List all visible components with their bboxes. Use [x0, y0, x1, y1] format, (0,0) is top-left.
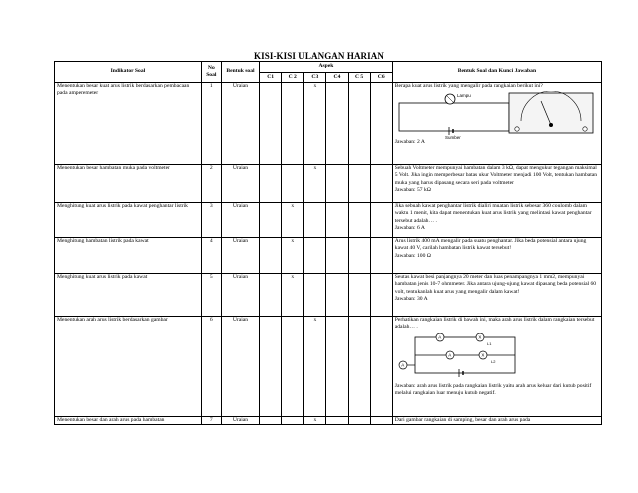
c2-cell	[282, 317, 304, 417]
table-row	[55, 83, 602, 165]
no-cell: 4	[201, 238, 221, 274]
table-row	[55, 203, 602, 238]
header-c6: C6	[370, 73, 392, 83]
c3-cell: x	[304, 317, 326, 417]
c1-cell	[260, 165, 282, 203]
soal-cell	[392, 165, 601, 203]
c3-cell: x	[304, 83, 326, 165]
bentuk-cell: Uraian	[221, 417, 259, 425]
c5-cell	[348, 274, 370, 317]
c5-cell	[348, 238, 370, 274]
c4-cell	[326, 417, 348, 425]
c1-cell	[260, 238, 282, 274]
c1-cell	[260, 203, 282, 238]
kisi-table	[54, 61, 602, 425]
answer-text: Jawaban: 100 Ω	[394, 252, 431, 259]
c2-cell	[282, 417, 304, 425]
table-row	[55, 238, 602, 274]
lamp-label: X	[481, 352, 485, 358]
no-cell: 1	[201, 83, 221, 165]
c2-cell: x	[282, 238, 304, 274]
answer-text: Jawaban: arah arus listrik pada rangkaian listrik yaitu arah arus keluar dari kutub positif melalui rangkaian luar menuju kutub negatif.	[394, 382, 592, 396]
lamp-label: Lampu	[456, 93, 471, 99]
soal-cell	[392, 83, 601, 165]
c2-cell: x	[282, 274, 304, 317]
c6-cell	[370, 165, 392, 203]
soal-cell	[392, 317, 601, 417]
c1-cell	[260, 83, 282, 165]
c4-cell	[326, 238, 348, 274]
circuit-wire	[399, 103, 509, 131]
soal-cell	[392, 417, 601, 425]
header-indikator: Indikator Soal	[55, 62, 202, 83]
c3-cell	[304, 238, 326, 274]
c3-cell	[304, 203, 326, 238]
c1-cell	[260, 417, 282, 425]
header-c2: C 2	[282, 73, 304, 83]
header-c5: C 5	[348, 73, 370, 83]
header-bentuk-kunci: Bentuk Soal dan Kunci Jawaban	[392, 62, 601, 83]
c1-cell	[260, 274, 282, 317]
c6-cell	[370, 317, 392, 417]
document-title: KISI-KISI ULANGAN HARIAN	[254, 51, 384, 61]
question-text: Arus listrik 400 mA mengalir pada suatu penghantar. Jika beda potensial antara ujung kawat 40 V, carilah hambatan listrik kawat tersebut!	[394, 238, 587, 252]
indikator-cell: Menghitung hambatan listrik pada kawat	[55, 238, 202, 274]
indikator-cell: Menghitung kuat arus listrik pada kawat penghantar listrik	[55, 203, 202, 238]
soal-cell	[392, 203, 601, 238]
soal-cell	[392, 238, 601, 274]
c6-cell	[370, 238, 392, 274]
c5-cell	[348, 203, 370, 238]
l1-label: L1	[486, 340, 492, 346]
c1-cell	[260, 317, 282, 417]
c6-cell	[370, 274, 392, 317]
table-row	[55, 274, 602, 317]
ammeter-label: A	[401, 362, 405, 368]
header-aspek: Aspek	[260, 62, 393, 73]
question-text: Perhatikan rangkaian listrik di bawah ini, maka arah arus listrik dalam rangkaian tersebut adalah… .	[394, 317, 595, 331]
c4-cell	[326, 165, 348, 203]
bentuk-cell: Uraian	[221, 274, 259, 317]
c5-cell	[348, 317, 370, 417]
c2-cell: x	[282, 203, 304, 238]
c2-cell	[282, 83, 304, 165]
table-row	[55, 165, 602, 203]
header-c1: C1	[260, 73, 282, 83]
question-text: Dari gambar rangkaian di samping, besar dan arah arus pada	[394, 417, 531, 423]
l2-label: L2	[490, 358, 496, 364]
c3-cell: x	[304, 165, 326, 203]
indikator-cell: Menghitung kuat arus listrik pada kawat	[55, 274, 202, 317]
question-text: Seutas kawat besi panjangnya 20 meter dan luas penampangnya 1 mm2, mempunyai hambatan jenis 10-7 ohmmeter. Jika antara ujung-ujung kawat dipasang beda potensial 60 volt, tentukanlah kuat arus yang mengalir dalam kawat!	[394, 274, 597, 295]
c4-cell	[326, 83, 348, 165]
c4-cell	[326, 317, 348, 417]
bentuk-cell: Uraian	[221, 83, 259, 165]
bentuk-cell: Uraian	[221, 317, 259, 417]
question-text: Berapa kuat arus listrik yang mengalir pada rangkaian berikut ini?	[394, 83, 543, 89]
no-cell: 5	[201, 274, 221, 317]
c5-cell	[348, 165, 370, 203]
c2-cell	[282, 165, 304, 203]
c3-cell	[304, 274, 326, 317]
indikator-cell: Menentukan besar kuat arus listrik berdasarkan pembacaan pada amperemeter	[55, 83, 202, 165]
answer-text: Jawaban: 2 A	[394, 139, 425, 146]
answer-text: Jawaban: 30 A	[394, 295, 428, 302]
table-row	[55, 417, 602, 425]
indikator-cell: Menentukan arah arus listrik berdasarkan gambar	[55, 317, 202, 417]
c6-cell	[370, 417, 392, 425]
lamp-label: X	[478, 334, 482, 340]
c3-cell: x	[304, 417, 326, 425]
c5-cell	[348, 83, 370, 165]
no-cell: 7	[201, 417, 221, 425]
c6-cell	[370, 83, 392, 165]
ammeter-circuit-figure	[395, 91, 595, 139]
bentuk-cell: Uraian	[221, 203, 259, 238]
bentuk-cell: Uraian	[221, 238, 259, 274]
question-text: Sebuah Voltmeter mempunyai hambatan dalam 3 kΩ, dapat mengukur tegangan maksimal 5 Volt. Jika ingin memperbesar batas ukur Voltmeter menjadi 100 Volt, tentukan hambatan muka yang harus dipasang secara seri pada voltmeter	[394, 165, 598, 186]
c5-cell	[348, 417, 370, 425]
c4-cell	[326, 203, 348, 238]
header-c3: C3	[304, 73, 326, 83]
soal-cell	[392, 274, 601, 317]
bentuk-cell: Uraian	[221, 165, 259, 203]
answer-text: Jawaban: 57 kΩ	[394, 186, 431, 193]
indikator-cell: Menentukan besar hambatan muka pada voltmeter	[55, 165, 202, 203]
indikator-cell: Menentukan besar dan arah arus pada hambatan	[55, 417, 202, 425]
table-row	[55, 317, 602, 417]
no-cell: 6	[201, 317, 221, 417]
ammeter-label: A	[448, 352, 452, 358]
ammeter-label: A	[438, 334, 442, 340]
header-c4: C4	[326, 73, 348, 83]
no-cell: 3	[201, 203, 221, 238]
question-text: Jika sebuah kawat penghantar listrik dialiri muatan listrik sebesar 360 coulomb dalam waktu 1 menit, kita dapat menentukan kuat arus listrik yang melintasi kawat penghantar tersebut adalah… .	[394, 203, 592, 224]
source-label: Sumber	[444, 135, 461, 140]
c4-cell	[326, 274, 348, 317]
answer-text: Jawaban: 6 A	[394, 224, 425, 231]
header-no-soal: No Soal	[201, 62, 221, 83]
header-bentuk-soal: Bentuk soal	[221, 62, 259, 83]
circuit-diagram-figure	[395, 333, 595, 383]
no-cell: 2	[201, 165, 221, 203]
c6-cell	[370, 203, 392, 238]
